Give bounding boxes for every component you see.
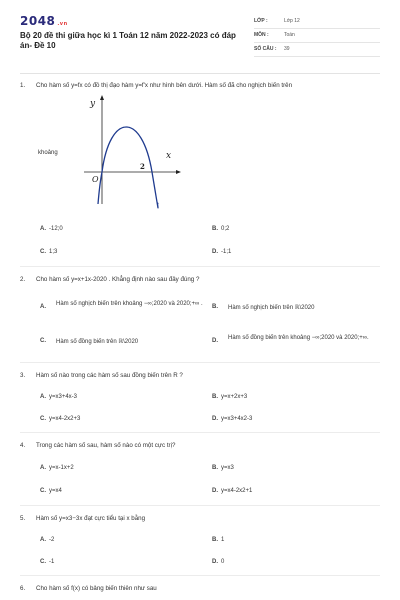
- meta-question-count: SỐ CÂU : 39: [254, 42, 380, 57]
- question-divider: [20, 362, 380, 363]
- graph-x-label: x: [166, 151, 172, 161]
- meta-subject: MÔN : Toán: [254, 28, 380, 43]
- graph-curve: [102, 127, 158, 208]
- question-1-tail: khoảng: [38, 150, 58, 156]
- question-divider: [20, 432, 380, 433]
- derivative-graph: [80, 92, 190, 210]
- page-header: [0, 0, 400, 70]
- graph-origin-label: O: [92, 175, 99, 184]
- graph-curve-left: [98, 172, 102, 204]
- meta-class: LỚP : Lớp 12: [254, 14, 380, 29]
- question-divider: [20, 505, 380, 506]
- graph-x-arrow: [176, 170, 181, 174]
- question-divider: [20, 266, 380, 267]
- document-title: Bộ 20 đề thi giữa học kì 1 Toán 12 năm 2022-2023 có đáp án- Đề 10: [20, 31, 236, 50]
- site-logo[interactable]: 2048 .vn: [20, 14, 68, 28]
- graph-y-arrow: [100, 95, 104, 100]
- graph-y-label: y: [90, 99, 96, 109]
- header-divider: [20, 73, 380, 74]
- graph-tick-label: 2: [140, 162, 145, 171]
- question-divider: [20, 575, 380, 576]
